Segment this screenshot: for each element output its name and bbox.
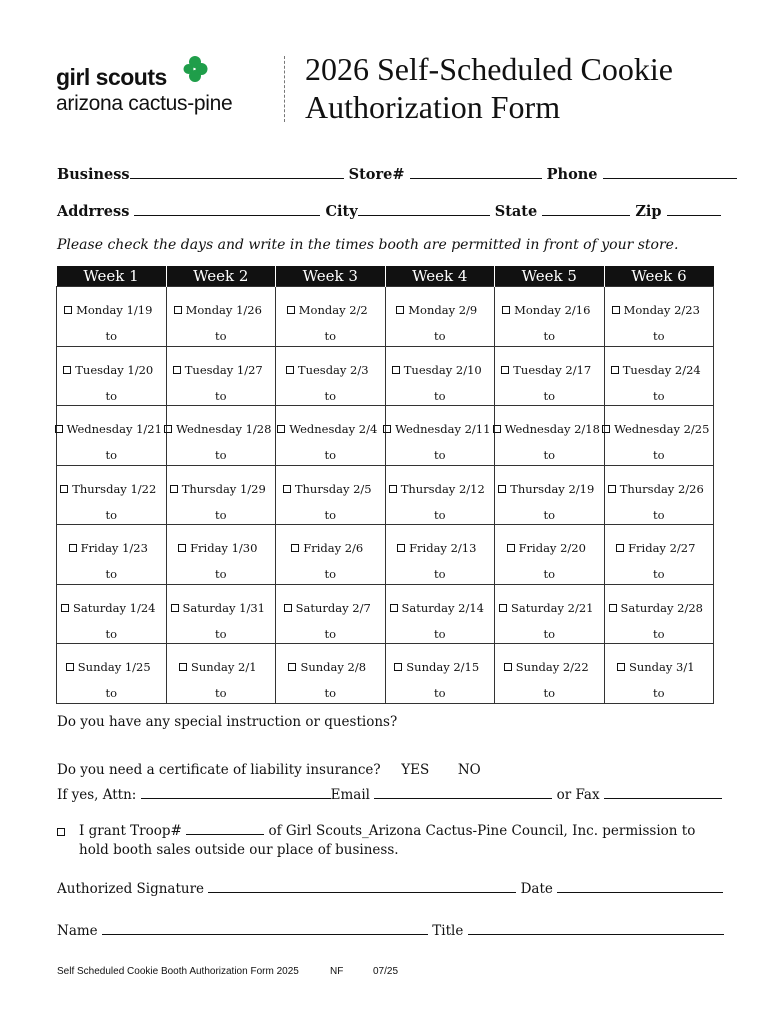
day-cell [604,644,714,704]
schedule-table [56,266,714,704]
day-cell [57,465,167,525]
time-range-field[interactable]: to [324,626,337,641]
day-label: Friday 2/27 [628,541,696,555]
day-checkbox[interactable] [501,366,509,374]
time-range-field[interactable]: to [324,329,337,343]
day-cell [166,346,276,406]
special-instructions-question: Do you have any special instruction or questions? [57,714,398,730]
page-title: 2026 Self-Scheduled Cookie Authorization Form [305,51,673,125]
week-header: Week 5 [495,266,605,287]
time-range-field[interactable]: to [543,448,556,462]
day-label: Saturday 2/21 [511,600,594,615]
day-label: Saturday 1/31 [182,600,265,615]
yes-option[interactable]: YES [401,762,430,778]
day-label: Sunday 3/1 [628,660,695,674]
grant-prefix: I grant Troop# [79,823,182,839]
attn-field[interactable] [141,787,331,799]
time-range-field[interactable]: to [433,686,446,700]
week-header: Week 4 [385,266,495,287]
day-checkbox[interactable] [383,425,391,433]
day-checkbox[interactable] [390,604,398,612]
schedule-row [57,465,714,525]
day-cell [166,525,276,585]
time-range-field[interactable]: to [105,686,118,700]
day-checkbox[interactable] [291,544,299,552]
time-range-field[interactable]: to [105,388,118,403]
time-range-field[interactable]: to [105,329,118,343]
day-cell [166,465,276,525]
week-header: Week 2 [166,266,276,287]
phone-field[interactable] [603,167,737,179]
day-cell [166,287,276,347]
day-checkbox[interactable] [499,604,507,612]
day-label: Wednesday 2/4 [289,422,378,436]
day-checkbox[interactable] [392,366,400,374]
day-checkbox[interactable] [617,663,625,671]
day-label: Sunday 2/22 [515,660,589,674]
address-field[interactable] [134,204,320,216]
address-row [57,203,721,220]
day-checkbox[interactable] [60,485,68,493]
day-checkbox[interactable] [609,604,617,612]
day-cell [495,525,605,585]
email-label: Email [330,787,370,803]
schedule-row [57,644,714,704]
fax-label: or Fax [556,787,600,803]
time-range-field[interactable]: to [214,686,227,700]
certificate-row [57,762,481,778]
day-label: Thursday 1/22 [72,481,157,496]
title-label: Title [432,923,464,939]
day-label: Friday 2/6 [303,541,364,555]
time-range-field[interactable]: to [324,567,337,581]
time-range-field[interactable]: to [214,507,227,522]
day-cell [495,584,605,644]
time-range-field[interactable]: to [543,388,556,403]
day-checkbox[interactable] [389,485,397,493]
day-cell [276,525,386,585]
grant-checkbox[interactable] [57,828,65,836]
day-cell [495,465,605,525]
day-label: Saturday 2/7 [295,600,371,615]
day-label: Monday 1/19 [76,303,153,317]
grant-permission [57,822,717,860]
day-label: Sunday 1/25 [77,660,151,674]
time-range-field[interactable]: to [543,686,556,700]
day-label: Wednesday 2/11 [395,422,491,436]
day-cell [57,346,167,406]
day-checkbox[interactable] [608,485,616,493]
day-checkbox[interactable] [504,663,512,671]
time-range-field[interactable]: to [652,567,665,581]
day-cell [385,525,495,585]
day-checkbox[interactable] [55,425,63,433]
time-range-field[interactable]: to [543,626,556,641]
day-cell [276,287,386,347]
day-checkbox[interactable] [178,544,186,552]
week-header-row [57,266,714,287]
day-cell [166,644,276,704]
day-label: Thursday 2/19 [510,481,595,496]
day-label: Wednesday 2/25 [614,422,710,436]
day-checkbox[interactable] [61,604,69,612]
day-label: Thursday 1/29 [181,481,266,496]
header-divider [284,56,285,122]
day-checkbox[interactable] [493,425,501,433]
day-label: Friday 2/13 [409,541,477,555]
day-label: Tuesday 2/24 [622,362,701,377]
state-label: State [494,203,538,220]
day-label: Friday 2/20 [518,541,586,555]
schedule-row [57,525,714,585]
city-field[interactable] [358,204,490,216]
week-header: Week 1 [57,266,167,287]
schedule-row [57,287,714,347]
day-cell [604,287,714,347]
time-range-field[interactable]: to [105,626,118,641]
time-range-field[interactable]: to [433,329,446,343]
day-checkbox[interactable] [170,485,178,493]
day-label: Monday 1/26 [185,303,262,317]
day-checkbox[interactable] [69,544,77,552]
time-range-field[interactable]: to [433,448,446,462]
time-range-field[interactable]: to [324,507,337,522]
time-range-field[interactable]: to [652,448,665,462]
day-cell [57,287,167,347]
time-range-field[interactable]: to [105,507,118,522]
day-checkbox[interactable] [174,306,182,314]
certificate-question: Do you need a certificate of liability insurance? [57,762,381,778]
logo-line2: arizona cactus-pine [56,92,233,115]
day-cell [604,525,714,585]
name-row [57,923,724,939]
day-label: Tuesday 1/20 [75,362,154,377]
week-header: Week 3 [276,266,386,287]
time-range-field[interactable]: to [214,448,227,462]
day-label: Monday 2/16 [514,303,591,317]
footer-form-name: Self Scheduled Cookie Booth Authorization Form 2025 [57,966,299,977]
day-cell [604,406,714,466]
day-checkbox[interactable] [283,485,291,493]
attn-label: If yes, Attn: [57,787,137,803]
day-label: Saturday 2/28 [620,600,703,615]
time-range-field[interactable]: to [652,686,665,700]
name-field[interactable] [102,923,428,935]
day-cell [495,644,605,704]
signature-row [57,881,723,897]
footer-date: 07/25 [373,966,399,977]
time-range-field[interactable]: to [543,507,556,522]
day-cell [57,406,167,466]
day-cell [57,644,167,704]
day-checkbox[interactable] [179,663,187,671]
day-cell [276,346,386,406]
day-cell [604,346,714,406]
day-checkbox[interactable] [277,425,285,433]
day-checkbox[interactable] [616,544,624,552]
signature-field[interactable] [208,881,516,893]
day-checkbox[interactable] [288,663,296,671]
fax-field[interactable] [604,787,722,799]
time-range-field[interactable]: to [652,507,665,522]
day-label: Saturday 2/14 [401,600,484,615]
day-label: Friday 1/30 [190,541,258,555]
title-field[interactable] [468,923,724,935]
attn-row [57,787,722,803]
day-cell [495,346,605,406]
day-checkbox[interactable] [164,425,172,433]
day-label: Sunday 2/8 [300,660,367,674]
time-range-field[interactable]: to [324,388,337,403]
time-range-field[interactable]: to [324,686,337,700]
day-label: Wednesday 1/28 [176,422,272,436]
address-label: Addrress [57,203,130,220]
day-checkbox[interactable] [287,306,295,314]
signature-label: Authorized Signature [57,881,205,897]
day-label: Saturday 1/24 [73,600,156,615]
time-range-field[interactable]: to [433,567,446,581]
day-label: Friday 1/23 [80,541,148,555]
instruction-text: Please check the days and write in the times booth are permitted in front of your store. [57,237,679,253]
date-label: Date [520,881,553,897]
day-checkbox[interactable] [498,485,506,493]
day-checkbox[interactable] [611,366,619,374]
day-label: Thursday 2/26 [619,481,704,496]
day-checkbox[interactable] [397,544,405,552]
time-range-field[interactable]: to [105,567,118,581]
day-cell [276,644,386,704]
time-range-field[interactable]: to [652,626,665,641]
day-cell [166,406,276,466]
day-cell [385,644,495,704]
time-range-field[interactable]: to [652,388,665,403]
day-cell [166,584,276,644]
day-cell [385,287,495,347]
day-label: Sunday 2/15 [406,660,480,674]
day-label: Thursday 2/5 [294,481,372,496]
logo-line1: girl scouts [56,64,167,90]
day-label: Monday 2/23 [623,303,700,317]
zip-field[interactable] [667,204,721,216]
schedule-row [57,346,714,406]
day-label: Thursday 2/12 [400,481,485,496]
time-range-field[interactable]: to [105,448,118,462]
day-label: Tuesday 2/17 [513,362,592,377]
day-checkbox[interactable] [171,604,179,612]
day-checkbox[interactable] [64,306,72,314]
day-cell [495,287,605,347]
day-label: Monday 2/9 [408,303,478,317]
week-header: Week 6 [604,266,714,287]
day-label: Tuesday 1/27 [184,362,263,377]
business-row [57,166,737,183]
time-range-field[interactable]: to [433,507,446,522]
day-checkbox[interactable] [63,366,71,374]
phone-label: Phone [546,166,598,183]
store-label: Store# [348,166,405,183]
time-range-field[interactable]: to [214,388,227,403]
time-range-field[interactable]: to [433,626,446,641]
day-cell [385,465,495,525]
time-range-field[interactable]: to [543,329,556,343]
day-checkbox[interactable] [612,306,620,314]
day-cell [57,584,167,644]
day-checkbox[interactable] [602,425,610,433]
schedule-row [57,584,714,644]
day-cell [276,406,386,466]
day-cell [604,465,714,525]
day-cell [276,465,386,525]
day-checkbox[interactable] [502,306,510,314]
time-range-field[interactable]: to [543,567,556,581]
logo [56,52,276,122]
day-checkbox[interactable] [394,663,402,671]
state-field[interactable] [542,204,630,216]
day-cell [385,406,495,466]
day-label: Wednesday 1/21 [66,422,162,436]
store-field[interactable] [410,167,542,179]
day-checkbox[interactable] [173,366,181,374]
name-label: Name [57,923,98,939]
day-label: Monday 2/2 [298,303,368,317]
day-label: Sunday 2/1 [190,660,257,674]
day-checkbox[interactable] [286,366,294,374]
zip-label: Zip [635,203,662,220]
time-range-field[interactable]: to [433,388,446,403]
day-cell [385,584,495,644]
trefoil-icon [180,54,210,84]
day-label: Tuesday 2/10 [403,362,482,377]
date-field[interactable] [557,881,723,893]
day-label: Tuesday 2/3 [297,362,369,377]
day-cell [604,584,714,644]
time-range-field[interactable]: to [214,329,227,343]
day-cell [276,584,386,644]
troop-field[interactable] [186,823,264,835]
time-range-field[interactable]: to [324,448,337,462]
day-cell [495,406,605,466]
city-label: City [325,203,358,220]
footer-code: NF [330,966,344,977]
email-field[interactable] [374,787,552,799]
time-range-field[interactable]: to [214,626,227,641]
day-label: Wednesday 2/18 [504,422,600,436]
day-checkbox[interactable] [396,306,404,314]
schedule-row [57,406,714,466]
day-checkbox[interactable] [66,663,74,671]
day-cell [57,525,167,585]
business-label: Business [57,166,130,183]
grant-suffix: of Girl Scouts_Arizona Cactus-Pine Council, Inc. permission to hold booth sales outside our place of business. [79,823,696,858]
time-range-field[interactable]: to [652,329,665,343]
day-checkbox[interactable] [507,544,515,552]
business-field[interactable] [130,167,344,179]
day-cell [385,346,495,406]
time-range-field[interactable]: to [214,567,227,581]
day-checkbox[interactable] [284,604,292,612]
no-option[interactable]: NO [457,762,481,778]
